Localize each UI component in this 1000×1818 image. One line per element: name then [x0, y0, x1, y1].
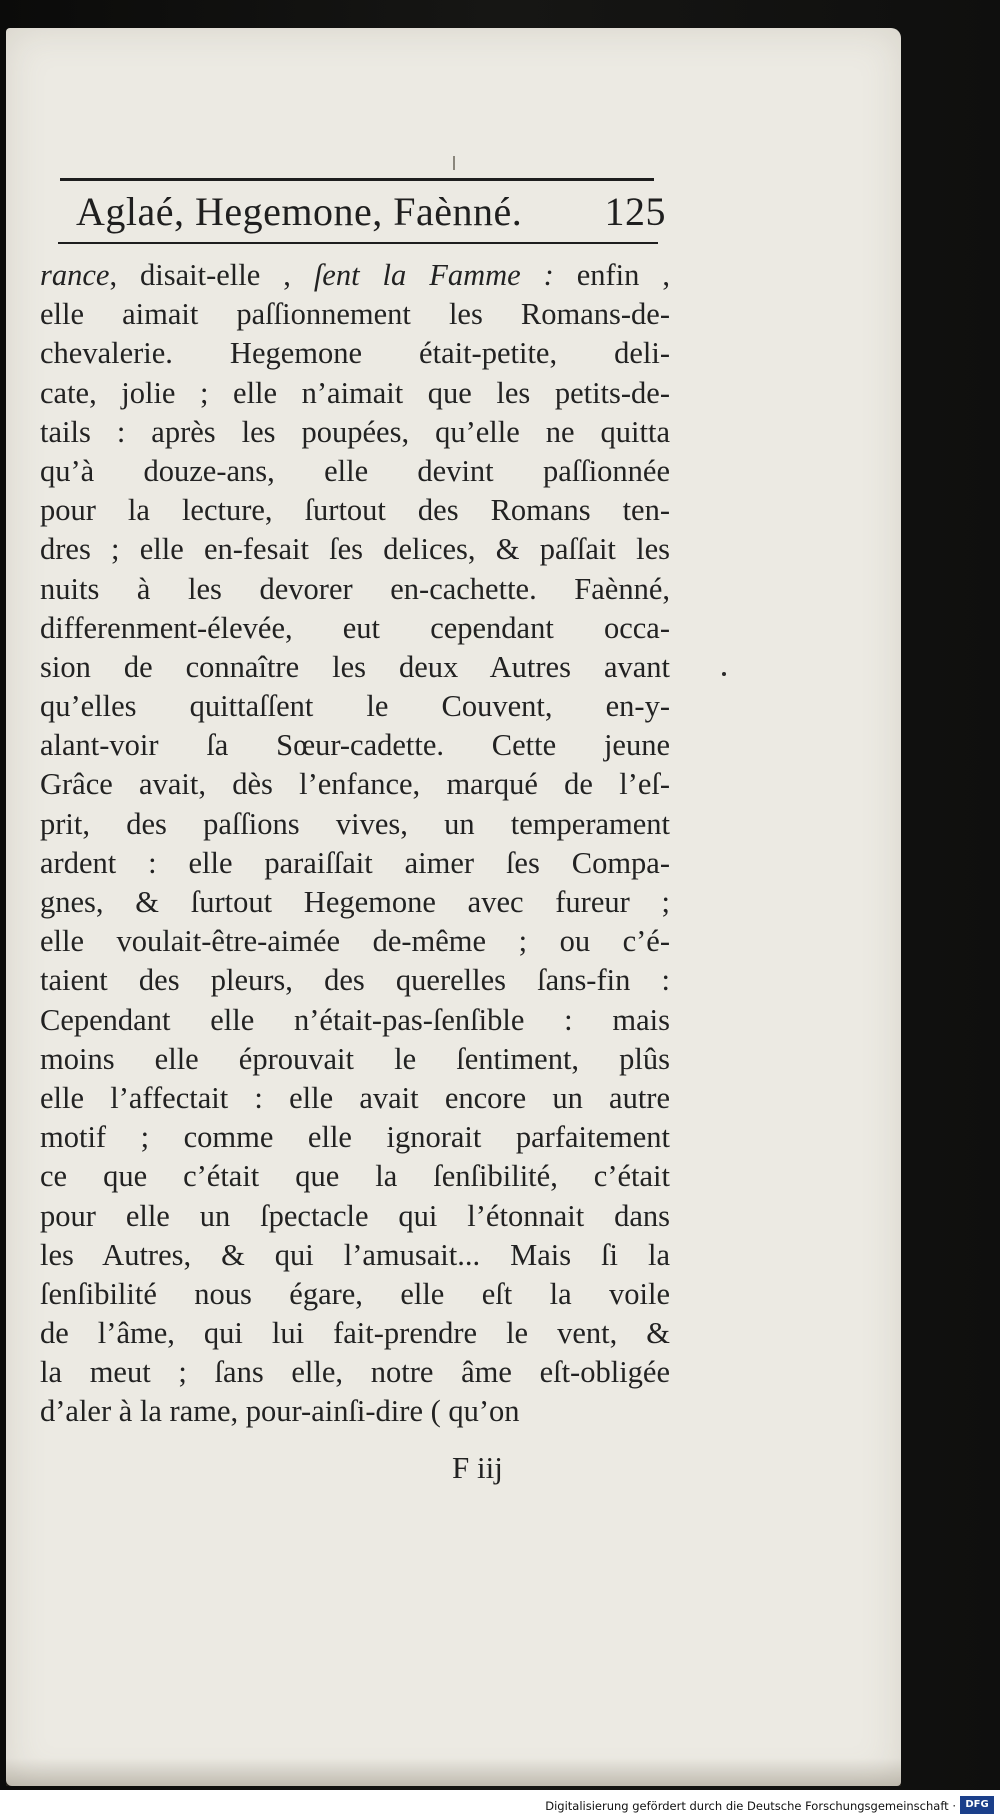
text-line: ce que c’était que la ſenſibilité, c’était: [40, 1159, 670, 1194]
signature-mark: F iij: [452, 1450, 503, 1485]
text-line: la meut ; ſans elle, notre âme eſt-obligée: [40, 1355, 670, 1390]
header-rule-bottom: [58, 242, 658, 244]
paper-mark: [453, 156, 455, 170]
text-line: taient des pleurs, des querelles ſans-fin :: [40, 963, 670, 998]
text-line: Grâce avait, dès l’enfance, marqué de l’eſ-: [40, 767, 670, 802]
text-line: de l’âme, qui lui fait-prendre le vent, &: [40, 1316, 670, 1351]
text-line: motif ; comme elle ignorait parfaitement: [40, 1120, 670, 1155]
text-line: qu’à douze-ans, elle devint paſſionnée: [40, 453, 670, 488]
text-line: elle aimait paſſionnement les Romans-de-: [40, 297, 670, 332]
text-line: sion de connaître les deux Autres avant: [40, 649, 670, 684]
text-line: d’aler à la rame, pour-ainſi-dire ( qu’on: [40, 1394, 520, 1429]
text-line: elle l’affectait : elle avait encore un autre: [40, 1080, 670, 1115]
header-rule-top: [60, 178, 654, 181]
text-line: moins elle éprouvait le ſentiment, plûs: [40, 1041, 670, 1076]
text-fragment: , disait-elle ,: [109, 258, 314, 292]
text-line: pour elle un ſpectacle qui l’étonnait dans: [40, 1198, 670, 1233]
text-line: nuits à les devorer en-cachette. Faènné,: [40, 571, 670, 606]
text-line: pour la lecture, ſurtout des Romans ten-: [40, 493, 670, 528]
ink-speck: [722, 672, 726, 676]
text-line: gnes, & ſurtout Hegemone avec fureur ;: [40, 885, 670, 919]
text-line: elle voulait-être-aimée de-même ; ou c’é-: [40, 924, 670, 959]
text-line: chevalerie. Hegemone était-petite, deli-: [40, 336, 670, 371]
italic-quote: ſent la Famme :: [313, 258, 554, 292]
running-head: [76, 184, 666, 240]
italic-fragment: rance: [40, 258, 110, 292]
text-line: alant-voir ſa Sœur-cadette. Cette jeune: [40, 728, 670, 763]
digitization-footer: [0, 1790, 1000, 1818]
body-text: [40, 256, 670, 1432]
text-line: ſenſibilité nous égare, elle eſt la voile: [40, 1276, 670, 1311]
text-line: cate, jolie ; elle n’aimait que les petits-de-: [40, 375, 670, 410]
page-number: 125: [604, 189, 666, 234]
text-line: qu’elles quittaſſent le Couvent, en-y-: [40, 689, 670, 724]
text-line: prit, des paſſions vives, un temperament: [40, 806, 670, 841]
text-fragment: enfin ,: [553, 258, 670, 292]
text-line: tails : après les poupées, qu’elle ne quitta: [40, 414, 670, 449]
funding-credit: Digitalisierung gefördert durch die Deutsche Forschungsgemeinschaft ·: [545, 1799, 956, 1813]
text-line: dres ; elle en-fesait ſes delices, & paſſait les: [40, 532, 670, 567]
text-line: ardent : elle paraiſſait aimer ſes Compa-: [40, 845, 670, 880]
running-head-title: Aglaé, Hegemone, Faènné.: [76, 189, 523, 234]
text-line: Cependant elle n’était-pas-ſenſible : mais: [40, 1002, 670, 1037]
text-line: differenment-élevée, eut cependant occa-: [40, 610, 670, 645]
text-line-1: [40, 256, 670, 295]
dfg-logo-icon: DFG: [960, 1796, 994, 1814]
text-line: les Autres, & qui l’amusait... Mais ſi la: [40, 1237, 670, 1272]
